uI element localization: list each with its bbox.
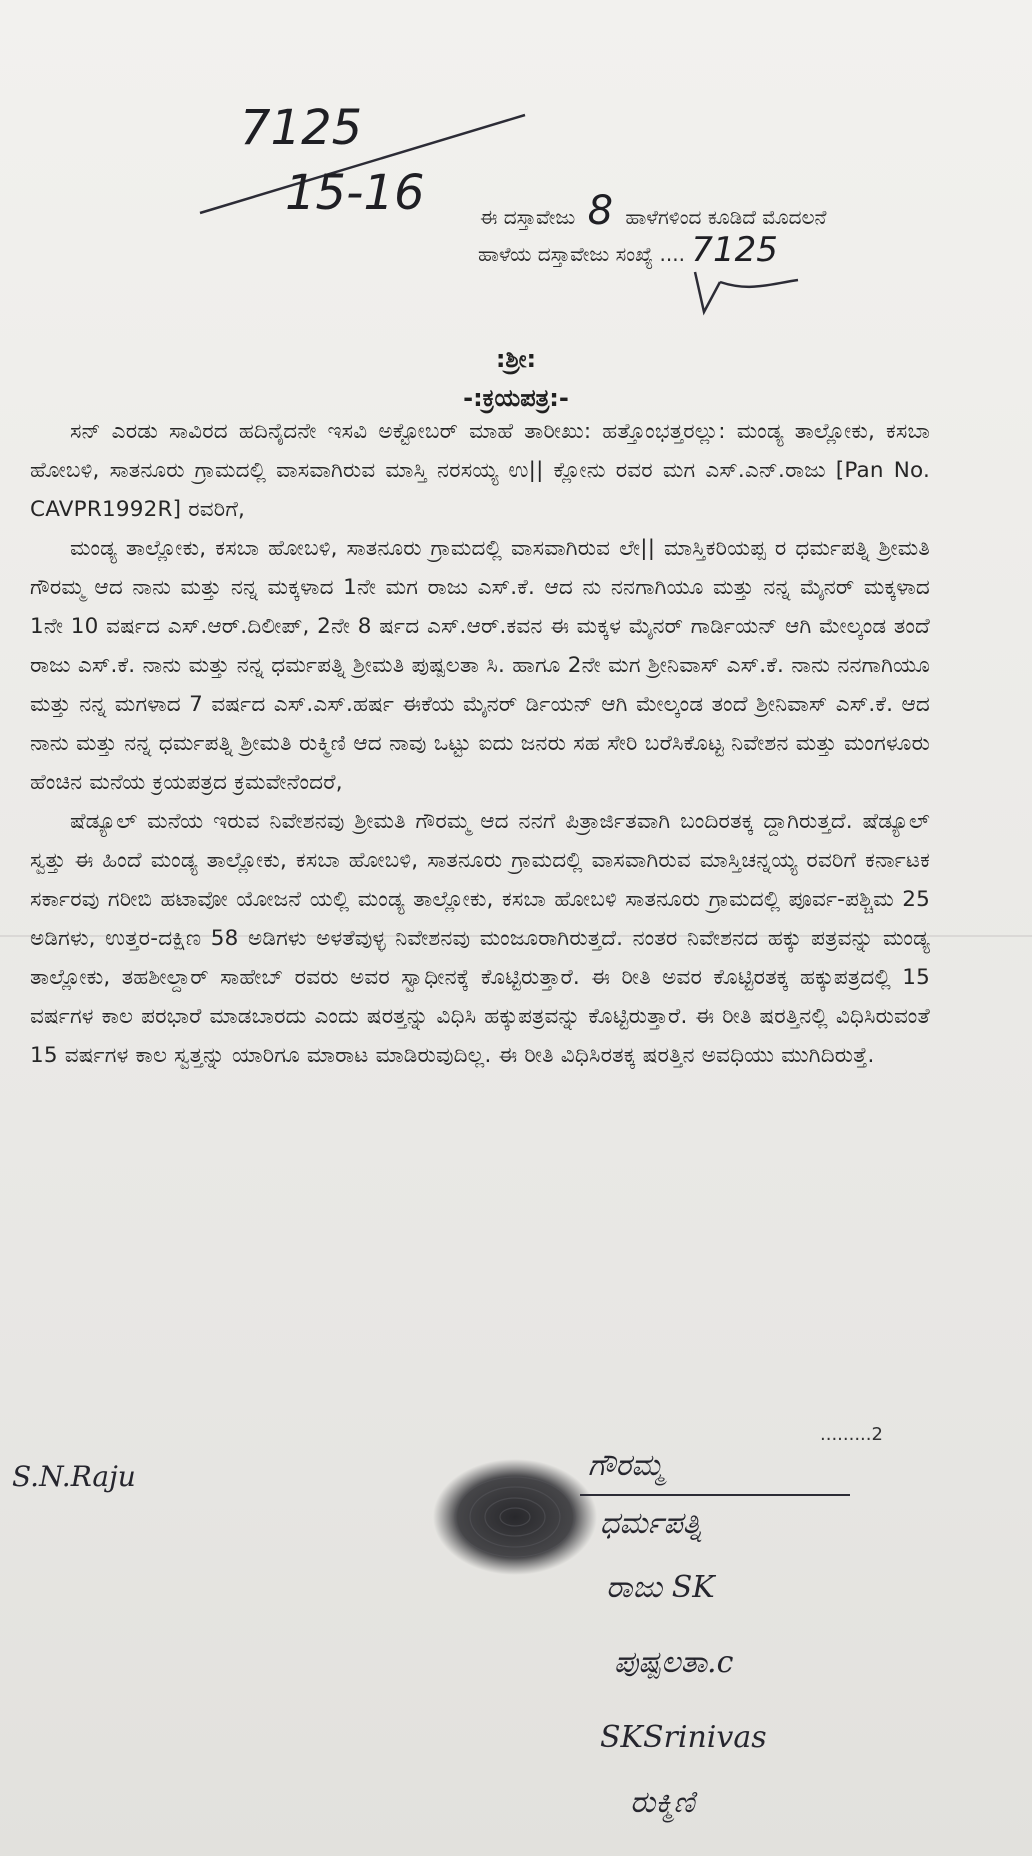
document-invocation: :ಶ್ರೀ: <box>495 345 537 373</box>
signature-rukmini: ರುಕ್ಮಿಣಿ <box>630 1785 695 1820</box>
document-body <box>30 412 930 1075</box>
signature-underline-icon <box>580 1490 860 1500</box>
stamp-line-2: ಹಾಳೆಯ ದಸ್ತಾವೇಜು ಸಂಖ್ಯೆ .... 7125 <box>478 230 778 270</box>
signature-raju-sk: ರಾಜು SK <box>606 1570 715 1605</box>
paragraph-sellers: ಮಂಡ್ಯ ತಾಲ್ಲೋಕು, ಕಸಬಾ ಹೋಬಳಿ, ಸಾತನೂರು ಗ್ರಾಮದಲ್ಲಿ ವಾಸವಾಗಿರುವ ಲೇ|| ಮಾಸ್ತಿಕರಿಯಪ್ಪ ರ ಧರ್ಮಪತ್ನಿ ಶ್ರೀಮತಿ ಗೌರಮ್ಮ ಆದ ನಾನು ಮತ್ತು ನನ್ನ ಮಕ್ಕಳಾದ 1ನೇ ಮಗ ರಾಜು ಎಸ್.ಕೆ. ಆದ ನು ನನಗಾಗಿಯೂ ಮತ್ತು ನನ್ನ ಮೈನರ್ ಮಕ್ಕಳಾದ 1ನೇ 10 ವರ್ಷದ ಎಸ್.ಆರ್.ದಿಲೀಪ್, 2ನೇ 8 ರ್ಷದ ಎಸ್.ಆರ್.ಕವನ ಈ ಮಕ್ಕಳ ಮೈನರ್ ಗಾರ್ಡಿಯನ್ ಆಗಿ ಮೇಲ್ಕಂಡ ತಂದೆ ರಾಜು ಎಸ್.ಕೆ. ನಾನು ಮತ್ತು ನನ್ನ ಧರ್ಮಪತ್ನಿ ಶ್ರೀಮತಿ ಪುಷ್ಪಲತಾ ಸಿ. ಹಾಗೂ 2ನೇ ಮಗ ಶ್ರೀನಿವಾಸ್ ಎಸ್.ಕೆ. ನಾನು ನನಗಾಗಿಯೂ ಮತ್ತು ನನ್ನ ಮಗಳಾದ 7 ವರ್ಷದ ಎಸ್.ಎಸ್.ಹರ್ಷ ಈಕೆಯ ಮೈನರ್ ರ್ಡಿಯನ್ ಆಗಿ ಮೇಲ್ಕಂಡ ತಂದೆ ಶ್ರೀನಿವಾಸ್ ಎಸ್.ಕೆ. ಆದ ನಾನು ಮತ್ತು ನನ್ನ ಧರ್ಮಪತ್ನಿ ಶ್ರೀಮತಿ ರುಕ್ಮಿಣಿ ಆದ ನಾವು ಒಟ್ಟು ಐದು ಜನರು ಸಹ ಸೇರಿ ಬರೆಸಿಕೊಟ್ಟ ನಿವೇಶನ ಮತ್ತು ಮಂಗಳೂರು ಹೆಂಚಿನ ಮನೆಯ ಕ್ರಯಪತ್ರದ ಕ್ರಮವೇನೆಂದರೆ, <box>30 536 930 795</box>
thumbprint-icon <box>430 1455 600 1580</box>
stamp-page-count: 8 <box>587 188 614 234</box>
signature-srinivas: SKSrinivas <box>600 1720 767 1755</box>
signature-second-line: ಧರ್ಮಪತ್ನಿ <box>600 1506 703 1541</box>
stamp-document-number: 7125 <box>691 230 778 270</box>
stamp-line-1 <box>480 188 826 234</box>
signature-pushpalatha: ಪುಷ್ಪಲತಾ.c <box>614 1645 734 1680</box>
register-number-top: 7125 <box>240 100 363 156</box>
document-title: -:ಕ್ರಯಪತ್ರ:- <box>463 384 569 412</box>
initials-mark-icon <box>690 262 810 322</box>
stamp-line-2-prefix: ಹಾಳೆಯ ದಸ್ತಾವೇಜು ಸಂಖ್ಯೆ <box>478 242 654 266</box>
signature-gowramma: ಗೌರಮ್ಮ <box>588 1448 664 1483</box>
continuation-page-marker: .........2 <box>820 1424 883 1445</box>
paragraph-property-history: ಷೆಡ್ಯೂಲ್ ಮನೆಯ ಇರುವ ನಿವೇಶನವು ಶ್ರೀಮತಿ ಗೌರಮ್ಮ ಆದ ನನಗೆ ಪಿತ್ರಾರ್ಜಿತವಾಗಿ ಬಂದಿರತಕ್ಕ ದ್ದಾಗಿರುತ್ತದೆ. ಷೆಡ್ಯೂಲ್ ಸ್ವತ್ತು ಈ ಹಿಂದೆ ಮಂಡ್ಯ ತಾಲ್ಲೋಕು, ಕಸಬಾ ಹೋಬಳಿ, ಸಾತನೂರು ಗ್ರಾಮದಲ್ಲಿ ವಾಸವಾಗಿರುವ ಮಾಸ್ತಿಚನ್ನಯ್ಯ ರವರಿಗೆ ಕರ್ನಾಟಕ ಸರ್ಕಾರವು ಗರೀಬಿ ಹಟಾವೋ ಯೋಜನೆ ಯಲ್ಲಿ ಮಂಡ್ಯ ತಾಲ್ಲೋಕು, ಕಸಬಾ ಹೋಬಳಿ ಸಾತನೂರು ಗ್ರಾಮದಲ್ಲಿ ಪೂರ್ವ-ಪಶ್ಚಿಮ 25 ಅಡಿಗಳು, ಉತ್ತರ-ದಕ್ಷಿಣ 58 ಅಡಿಗಳು ಅಳತೆವುಳ್ಳ ನಿವೇಶನವು ಮಂಜೂರಾಗಿರುತ್ತದೆ. ನಂತರ ನಿವೇಶನದ ಹಕ್ಕು ಪತ್ರವನ್ನು ಮಂಡ್ಯ ತಾಲ್ಲೋಕು, ತಹಶೀಲ್ದಾರ್ ಸಾಹೇಬ್ ರವರು ಅವರ ಸ್ವಾಧೀನಕ್ಕೆ ಕೊಟ್ಟಿರುತ್ತಾರೆ. ಈ ರೀತಿ ಅವರ ಕೊಟ್ಟಿರತಕ್ಕ ಹಕ್ಕುಪತ್ರದಲ್ಲಿ 15 ವರ್ಷಗಳ ಕಾಲ ಪರಭಾರೆ ಮಾಡಬಾರದು ಎಂದು ಷರತ್ತನ್ನು ವಿಧಿಸಿ ಹಕ್ಕುಪತ್ರವನ್ನು ಕೊಟ್ಟಿರುತ್ತಾರೆ. ಈ ರೀತಿ ಷರತ್ತಿನಲ್ಲಿ ವಿಧಿಸಿರುವಂತೆ 15 ವರ್ಷಗಳ ಕಾಲ ಸ್ವತ್ತನ್ನು ಯಾರಿಗೂ ಮಾರಾಟ ಮಾಡಿರುವುದಿಲ್ಲ. ಈ ರೀತಿ ವಿಧಿಸಿರತಕ್ಕ ಷರತ್ತಿನ ಅವಧಿಯು ಮುಗಿದಿರುತ್ತೆ. <box>30 809 930 1068</box>
signature-left: S.N.Raju <box>12 1460 136 1493</box>
register-number-bottom: 15-16 <box>285 165 425 221</box>
stamp-line-1-suffix: ಹಾಳೆಗಳಿಂದ ಕೂಡಿದೆ ಮೊದಲನೆ <box>625 205 827 229</box>
paragraph-parties: ಸನ್ ಎರಡು ಸಾವಿರದ ಹದಿನೈದನೇ ಇಸವಿ ಅಕ್ಟೋಬರ್ ಮಾಹೆ ತಾರೀಖು: ಹತ್ತೊಂಭತ್ತರಲ್ಲು: ಮಂಡ್ಯ ತಾಲ್ಲೋಕು, ಕಸಬಾ ಹೋಬಳಿ, ಸಾತನೂರು ಗ್ರಾಮದಲ್ಲಿ ವಾಸವಾಗಿರುವ ಮಾಸ್ತಿ ನರಸಯ್ಯ ಉ|| ಕ್ಲೋನು ರವರ ಮಗ ಎಸ್.ಎನ್.ರಾಜು [Pan No. CAVPR1992R] ರವರಿಗೆ, <box>30 419 930 522</box>
stamp-line-1-prefix: ಈ ದಸ್ತಾವೇಜು <box>480 205 576 229</box>
